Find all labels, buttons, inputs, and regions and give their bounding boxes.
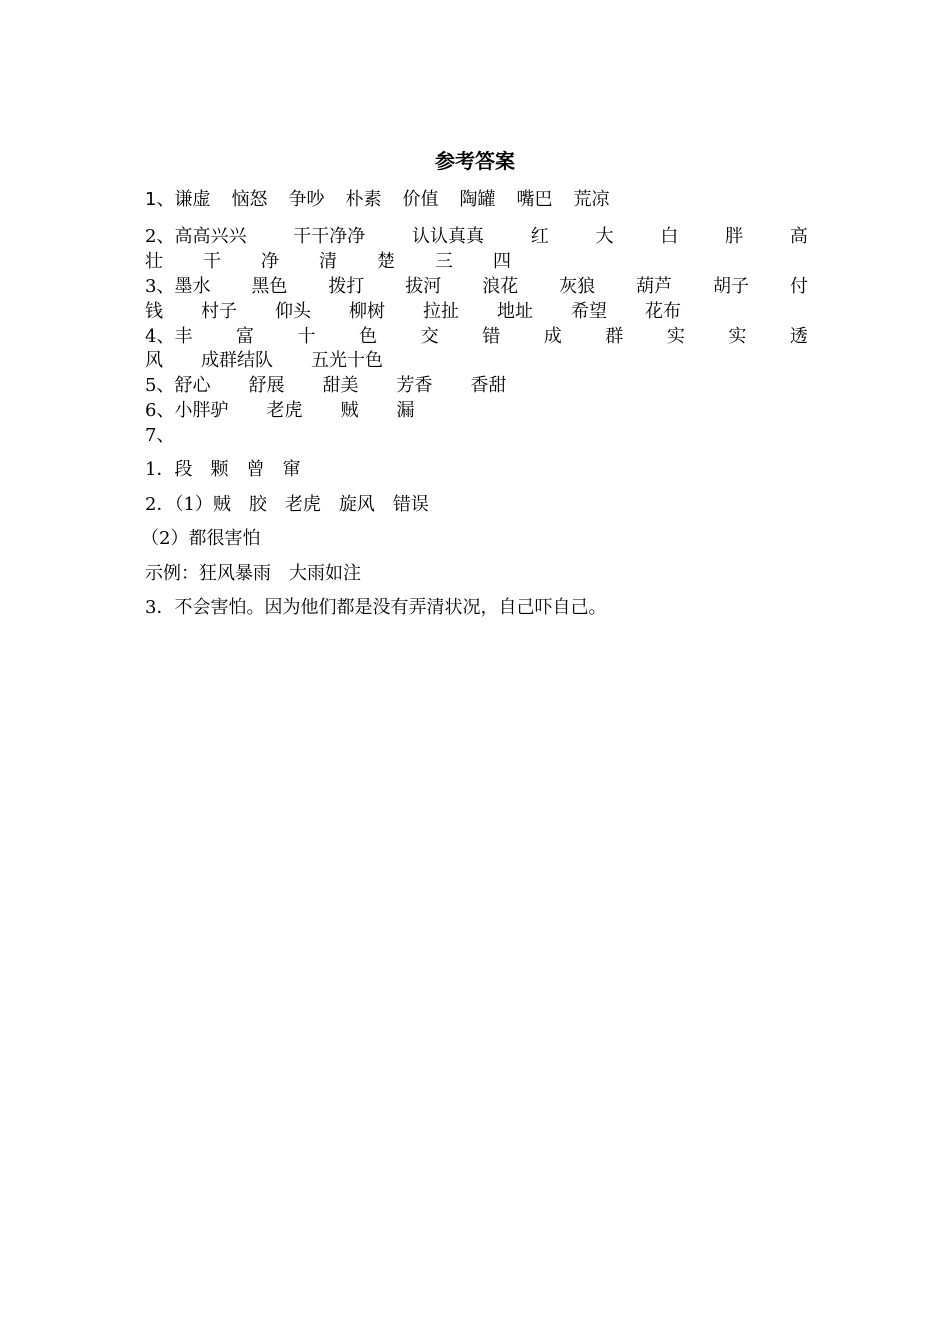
answer-3-word: 付 xyxy=(789,276,808,297)
answer-5 xyxy=(145,374,506,398)
answer-7-item-2b: （2）都很害怕 xyxy=(141,528,261,549)
answer-6 xyxy=(145,399,414,423)
answer-5-word: 香甜 xyxy=(470,375,507,396)
answer-7-label: 7、 xyxy=(145,425,175,446)
answer-2-word: 2、高高兴兴 xyxy=(145,226,247,247)
answer-4-line-1 xyxy=(145,325,808,349)
answer-1-word: 谦虚 xyxy=(174,189,211,210)
answer-3-word: 拨打 xyxy=(328,276,365,297)
answer-3-word: 地址 xyxy=(497,301,533,322)
answer-4-word: 错 xyxy=(482,326,501,347)
answer-7-item-1: 1．段 颗 曾 窜 xyxy=(145,459,301,480)
answer-6-word: 贼 xyxy=(340,400,359,421)
answer-2-word: 胖 xyxy=(725,226,744,247)
answer-4-word: 透 xyxy=(789,326,808,347)
answer-5-word: 芳香 xyxy=(396,375,433,396)
answer-3-word: 拉扯 xyxy=(423,301,459,322)
answer-3-word: 柳树 xyxy=(349,301,385,322)
answer-5-word: 5、舒心 xyxy=(145,375,211,396)
answer-4-word: 4、丰 xyxy=(145,326,193,347)
answer-1-word: 陶罐 xyxy=(459,189,496,210)
answer-3-line-1 xyxy=(145,275,808,299)
answer-1 xyxy=(145,188,609,212)
answer-3-word: 村子 xyxy=(201,301,237,322)
answer-6-word: 老虎 xyxy=(266,400,303,421)
answer-4-word: 风 xyxy=(145,350,163,371)
answer-2-word: 红 xyxy=(530,226,549,247)
answer-3-word: 灰狼 xyxy=(559,276,596,297)
answer-4-word: 实 xyxy=(666,326,685,347)
answer-4-word: 交 xyxy=(420,326,439,347)
answer-3-word: 3、墨水 xyxy=(145,276,211,297)
answer-4-word: 富 xyxy=(236,326,254,347)
answer-7-example: 示例：狂风暴雨 大雨如注 xyxy=(145,563,361,584)
answer-3-word: 仰头 xyxy=(275,301,311,322)
answer-1-word: 争吵 xyxy=(288,189,325,210)
answer-2-word: 干 xyxy=(203,251,221,272)
answer-4-word: 实 xyxy=(728,326,747,347)
answer-3-word: 黑色 xyxy=(251,276,288,297)
answer-7-item-3: 3．不会害怕。因为他们都是没有弄清状况，自己吓自己。 xyxy=(145,597,607,618)
answer-7-item-2: 2．（1）贼 胶 老虎 旋风 错误 xyxy=(145,494,429,515)
answer-2-line-1 xyxy=(145,225,808,249)
answer-4-word: 成群结队 xyxy=(201,350,273,371)
answer-1-word: 嘴巴 xyxy=(516,189,553,210)
answer-6-word: 漏 xyxy=(396,400,415,421)
answer-2-word: 三 xyxy=(435,251,453,272)
answer-6-word: 6、小胖驴 xyxy=(145,400,229,421)
answer-2-line-2 xyxy=(145,250,511,274)
answer-2-word: 净 xyxy=(261,251,279,272)
answer-3-word: 钱 xyxy=(145,301,163,322)
answer-1-word: 恼怒 xyxy=(231,189,268,210)
answer-5-word: 舒展 xyxy=(248,375,285,396)
answer-1-prefix: 1、 xyxy=(145,189,175,210)
answer-4-word: 五光十色 xyxy=(311,350,383,371)
answer-2-word: 大 xyxy=(595,226,614,247)
answer-3-word: 胡子 xyxy=(713,276,750,297)
answer-4-word: 成 xyxy=(543,326,562,347)
answer-2-word: 白 xyxy=(660,226,679,247)
page-title: 参考答案 xyxy=(435,149,515,173)
answer-2-word: 干干净净 xyxy=(293,226,366,247)
answer-4-line-2 xyxy=(145,349,383,373)
answer-1-word: 价值 xyxy=(402,189,439,210)
answer-4-word: 十 xyxy=(297,326,316,347)
answer-3-word: 花布 xyxy=(645,301,681,322)
answer-3-word: 葫芦 xyxy=(636,276,673,297)
answer-3-word: 浪花 xyxy=(482,276,519,297)
answer-2-word: 清 xyxy=(319,251,337,272)
answer-1-word: 荒凉 xyxy=(573,189,610,210)
answer-4-word: 群 xyxy=(605,326,624,347)
answer-5-word: 甜美 xyxy=(322,375,359,396)
answer-2-word: 壮 xyxy=(145,251,163,272)
answer-3-word: 希望 xyxy=(571,301,607,322)
answer-3-line-2 xyxy=(145,300,681,324)
answer-1-word: 朴素 xyxy=(345,189,382,210)
answer-3-word: 拔河 xyxy=(405,276,442,297)
answer-2-word: 高 xyxy=(789,226,808,247)
answer-4-word: 色 xyxy=(359,326,378,347)
answer-2-word: 四 xyxy=(493,251,511,272)
answer-2-word: 认认真真 xyxy=(412,226,485,247)
answer-2-word: 楚 xyxy=(377,251,395,272)
